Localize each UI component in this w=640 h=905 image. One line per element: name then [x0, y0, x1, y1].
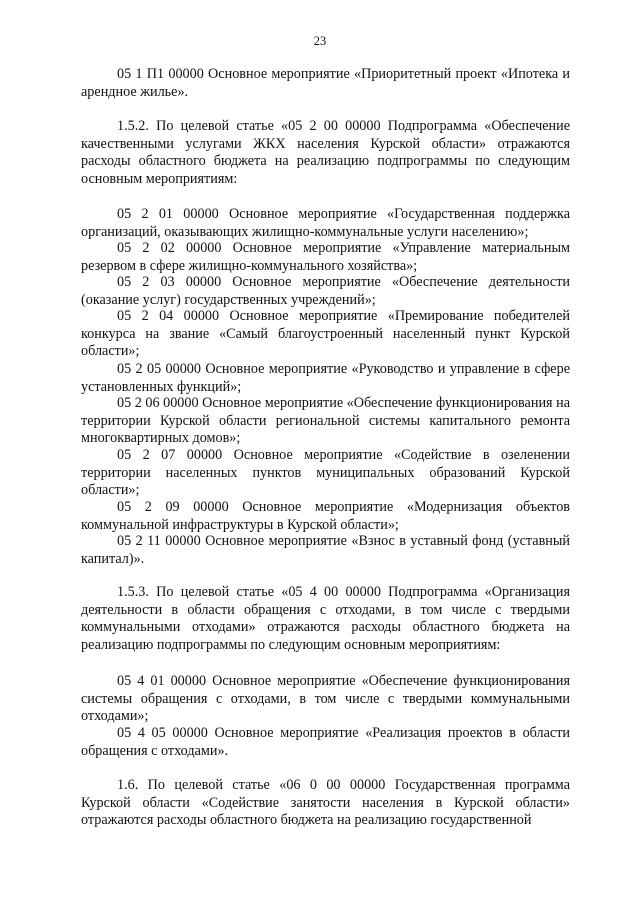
list-item-05-2-04: 05 2 04 00000 Основное мероприятие «Премирование победителей конкурса на звание «Самый благоустроенный населенный пункт Курской области»; — [81, 308, 570, 360]
paragraph-1-6: 1.6. По целевой статье «06 0 00 00000 Государственная программа Курской области «Содействие занятости населения в Курской области» отражаются расходы областного бюджета на реализацию государственной — [81, 777, 570, 829]
list-item-05-2-07: 05 2 07 00000 Основное мероприятие «Содействие в озеленении территории населенных пунктов муниципальных образований Курской области»; — [81, 447, 570, 499]
list-item-05-4-01: 05 4 01 00000 Основное мероприятие «Обеспечение функционирования системы обращения с отходами, в том числе с твердыми коммунальными отходами»; — [81, 673, 570, 725]
paragraph-1-5-3: 1.5.3. По целевой статье «05 4 00 00000 Подпрограмма «Организация деятельности в области обращения с отходами, в том числе с твердыми коммунальными отходами» отражаются расходы областного бюджета на реализацию подпрограммы по следующим основным мероприятиям: — [81, 584, 570, 653]
page-number: 23 — [313, 34, 327, 48]
list-item-05-2-09: 05 2 09 00000 Основное мероприятие «Модернизация объектов коммунальной инфраструктуры в Курской области»; — [81, 499, 570, 533]
list-item-05-2-02: 05 2 02 00000 Основное мероприятие «Управление материальным резервом в сфере жилищно-коммунального хозяйства»; — [81, 240, 570, 274]
list-item-05-2-06: 05 2 06 00000 Основное мероприятие «Обеспечение функционирования на территории Курской области региональной системы капитального ремонта многоквартирных домов»; — [81, 395, 571, 447]
paragraph-1-5-2: 1.5.2. По целевой статье «05 2 00 00000 Подпрограмма «Обеспечение качественными услугами ЖКХ населения Курской области» отражаются расходы областного бюджета на реализацию подпрограммы по следующим основным мероприятиям: — [81, 118, 570, 187]
list-item-05-2-03: 05 2 03 00000 Основное мероприятие «Обеспечение деятельности (оказание услуг) государственных учреждений»; — [81, 274, 570, 308]
list-item-05-4-05: 05 4 05 00000 Основное мероприятие «Реализация проектов в области обращения с отходами». — [81, 725, 570, 759]
list-item-05-2-11: 05 2 11 00000 Основное мероприятие «Взнос в уставный фонд (уставный капитал)». — [81, 533, 570, 567]
list-item-05-2-05: 05 2 05 00000 Основное мероприятие «Руководство и управление в сфере установленных функций»; — [81, 361, 570, 395]
paragraph-05-1-p1: 05 1 П1 00000 Основное мероприятие «Приоритетный проект «Ипотека и арендное жилье». — [81, 66, 570, 100]
list-item-05-2-01: 05 2 01 00000 Основное мероприятие «Государственная поддержка организаций, оказывающих жилищно-коммунальные услуги населению»; — [81, 206, 570, 240]
